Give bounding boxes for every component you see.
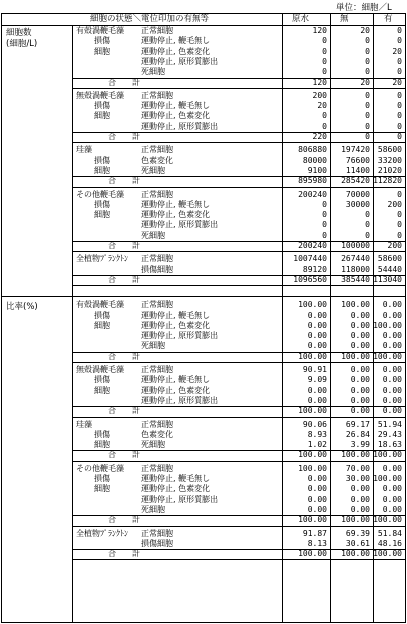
table-row [2,341,405,351]
total-row [2,549,405,559]
value-without: 197420 [341,145,370,155]
status-label: 運動停止, 鞭毛無し [141,310,211,320]
value-source: 0.00 [307,320,327,330]
value-with: 51.84 [377,528,402,538]
value-without: 0.00 [350,365,370,374]
status-label: 死細胞 [141,440,165,450]
status-label: 損傷細胞 [141,264,173,274]
status-label: 運動停止, 色素変化 [141,385,211,395]
value-source: 100.00 [298,463,327,473]
value-with: 0.00 [382,375,402,385]
group-label: 損傷 [94,375,110,385]
value-with: 0.00 [382,463,402,473]
value-source: 0 [322,230,327,240]
table-row [2,166,405,176]
value-source: 1.02 [307,440,327,450]
value-without: 100.00 [341,351,370,361]
value-without: 0 [365,210,370,220]
value-with: 0 [397,210,402,220]
total-label: 合 計 [108,176,140,186]
table-row [2,386,405,396]
group-rule [72,187,405,188]
value-with: 0.00 [382,300,402,310]
total-label: 合 計 [108,77,140,87]
value-source: 0 [322,46,327,56]
table-row [2,440,405,450]
value-with: 51.94 [377,419,402,429]
status-label: 運動停止, 原形質膨出 [141,395,219,405]
value-without: 267440 [341,254,370,264]
value-with: 112820 [373,176,402,186]
value-with: 100.00 [373,351,402,361]
group-label: 損傷 [94,155,110,165]
value-source: 220 [312,132,327,141]
value-with: 200 [387,241,402,250]
value-source: 0 [322,111,327,121]
value-with: 0 [397,67,402,77]
value-without: 30.61 [345,538,370,548]
value-without: 0.00 [350,395,370,405]
value-with: 0 [397,132,402,141]
value-with: 0 [397,189,402,199]
table-row [2,145,405,155]
value-source: 1096560 [293,274,327,284]
value-without: 0.00 [350,406,370,416]
group-label: 損傷 [94,199,110,209]
table-row [2,311,405,321]
header-col-source: 原水 [292,14,310,24]
value-source: 200240 [298,241,327,250]
value-with: 100.00 [373,515,402,525]
table-row [2,265,405,275]
value-without: 0 [365,46,370,56]
group-label: 全植物ﾌﾟﾗﾝｸﾄﾝ [76,254,128,264]
value-without: 70.00 [345,463,370,473]
group-label: その他鞭毛藻 [76,189,124,199]
group-label: 有殻渦鞭毛藻 [76,300,124,310]
value-with: 0 [397,230,402,240]
value-source: 0.00 [307,341,327,351]
value-with: 20 [392,46,402,56]
group-label: 損傷 [94,36,110,46]
value-without: 100.00 [341,515,370,525]
status-label: 運動停止, 原形質膨出 [141,220,219,230]
value-source: 20 [317,101,327,111]
value-without: 118000 [341,264,370,274]
table-row [2,36,405,46]
table-row [2,375,405,385]
unit-label: 単位：細胞／L [336,3,392,13]
value-source: 100.00 [298,351,327,361]
status-label: 正常細胞 [141,189,173,199]
total-label: 合 計 [108,241,140,250]
total-label: 合 計 [108,515,140,525]
group-rule [72,251,405,252]
value-with: 20 [392,77,402,87]
status-label: 色素変化 [141,155,173,165]
value-without: 26.84 [345,429,370,439]
total-row [2,132,405,142]
status-label: 運動停止, 原形質膨出 [141,121,219,131]
value-without: 0 [365,121,370,131]
total-row [2,450,405,460]
value-without: 0.00 [350,494,370,504]
value-source: 90.91 [302,365,327,374]
value-without: 0 [365,90,370,100]
value-with: 0.00 [382,331,402,341]
group-label: 無殻渦鞭毛藻 [76,365,124,374]
value-source: 0 [322,199,327,209]
group-rule [72,559,405,560]
value-without: 0 [365,220,370,230]
value-with: 0.00 [382,484,402,494]
status-label: 運動停止, 原形質膨出 [141,494,219,504]
status-label: 運動停止, 鞭毛無し [141,375,211,385]
status-label: 正常細胞 [141,145,173,155]
table-row [2,321,405,331]
total-rule [72,515,405,516]
value-without: 11400 [345,165,370,175]
group-label: 細胞 [94,46,110,56]
total-label: 合 計 [108,406,140,416]
value-source: 0.00 [307,494,327,504]
value-source: 0.00 [307,310,327,320]
status-label: 死細胞 [141,67,165,77]
value-source: 100.00 [298,515,327,525]
group-label: 細胞 [94,440,110,450]
group-label: 珪藻 [76,419,92,429]
total-rule [72,132,405,133]
table-row [2,529,405,539]
value-with: 200 [387,199,402,209]
table-row [2,122,405,132]
group-rule [72,88,405,89]
value-source: 120 [312,26,327,35]
value-source: 120 [312,77,327,87]
value-without: 69.17 [345,419,370,429]
table-row [2,67,405,77]
value-with: 58600 [377,145,402,155]
value-with: 0.00 [382,365,402,374]
table-row [2,539,405,549]
group-label: 損傷 [94,101,110,111]
value-without: 0.00 [350,320,370,330]
total-row [2,176,405,186]
total-label: 合 計 [108,549,140,559]
status-label: 死細胞 [141,230,165,240]
value-with: 0.00 [382,494,402,504]
header-col-with: 有 [384,14,393,24]
table-row [2,331,405,341]
total-row [2,241,405,251]
value-with: 0.00 [382,385,402,395]
group-rule [72,142,405,143]
value-without: 0 [365,101,370,111]
header-col-without: 無 [340,14,349,24]
value-with: 0 [397,56,402,66]
table-row [2,300,405,310]
value-with: 0 [397,101,402,111]
value-without: 0.00 [350,504,370,514]
value-with: 54440 [377,264,402,274]
value-without: 0 [365,36,370,46]
status-label: 運動停止, 鞭毛無し [141,36,211,46]
status-label: 運動停止, 色素変化 [141,46,211,56]
total-rule [72,406,405,407]
status-label: 運動停止, 原形質膨出 [141,56,219,66]
group-rule [72,285,405,286]
status-label: 正常細胞 [141,463,173,473]
data-table [1,13,406,623]
value-source: 0 [322,36,327,46]
total-label: 合 計 [108,450,140,460]
value-source: 806880 [298,145,327,155]
status-label: 運動停止, 色素変化 [141,484,211,494]
value-source: 89120 [302,264,327,274]
value-without: 285420 [341,176,370,186]
value-without: 0.00 [350,341,370,351]
table-row [2,365,405,375]
value-with: 0 [397,26,402,35]
table-row [2,430,405,440]
value-source: 9.09 [307,375,327,385]
table-row [2,91,405,101]
total-label: 合 計 [108,351,140,361]
status-label: 正常細胞 [141,300,173,310]
value-source: 0.00 [307,474,327,483]
value-with: 100.00 [373,474,402,483]
total-label: 合 計 [108,274,140,284]
group-rule [72,526,405,527]
table-row [2,190,405,200]
group-label: 珪藻 [76,145,92,155]
table-row [2,47,405,57]
value-source: 0 [322,121,327,131]
group-label: 全植物ﾌﾟﾗﾝｸﾄﾝ [76,528,128,538]
table-row [2,220,405,230]
value-with: 0 [397,90,402,100]
value-without: 0 [365,56,370,66]
value-source: 0 [322,220,327,230]
total-rule [72,275,405,276]
value-source: 100.00 [298,300,327,310]
total-row [2,406,405,416]
value-without: 30000 [345,199,370,209]
status-label: 運動停止, 色素変化 [141,210,211,220]
value-source: 0.00 [307,504,327,514]
group-label: 細胞 [94,210,110,220]
section-label: 比率(%) [6,302,38,313]
group-label: 損傷 [94,310,110,320]
value-source: 80000 [302,155,327,165]
value-with: 0.00 [382,406,402,416]
table-header [2,14,405,26]
total-row [2,78,405,88]
value-without: 100.00 [341,549,370,559]
group-label: その他鞭毛藻 [76,463,124,473]
status-label: 運動停止, 色素変化 [141,320,211,330]
value-source: 9100 [307,165,327,175]
total-label: 合 計 [108,132,140,141]
value-source: 895980 [298,176,327,186]
total-row [2,515,405,525]
table-row [2,156,405,166]
value-with: 58600 [377,254,402,264]
value-with: 0 [397,111,402,121]
total-rule [72,176,405,177]
status-label: 運動停止, 鞭毛無し [141,474,211,483]
status-label: 運動停止, 鞭毛無し [141,199,211,209]
value-with: 48.16 [377,538,402,548]
value-without: 69.39 [345,528,370,538]
table-row [2,474,405,484]
table-row [2,101,405,111]
value-source: 0 [322,67,327,77]
status-label: 死細胞 [141,165,165,175]
value-source: 0.00 [307,395,327,405]
status-label: 正常細胞 [141,365,173,374]
value-source: 1007440 [293,254,327,264]
status-label: 死細胞 [141,504,165,514]
status-label: 正常細胞 [141,419,173,429]
value-without: 100000 [341,241,370,250]
status-label: 色素変化 [141,429,173,439]
header-title: 細胞の状態＼電位印加の有無等 [90,14,210,24]
value-with: 100.00 [373,549,402,559]
table-row [2,505,405,515]
value-without: 20 [360,77,370,87]
table-row [2,484,405,494]
total-rule [72,450,405,451]
group-label: 細胞 [94,385,110,395]
value-source: 0 [322,56,327,66]
value-source: 8.13 [307,538,327,548]
value-without: 0 [365,111,370,121]
value-with: 29.43 [377,429,402,439]
value-without: 100.00 [341,300,370,310]
value-with: 0 [397,121,402,131]
value-source: 100.00 [298,450,327,460]
table-row [2,26,405,36]
value-source: 0 [322,210,327,220]
value-source: 0.00 [307,385,327,395]
value-without: 0.00 [350,484,370,494]
group-label: 細胞 [94,111,110,121]
value-source: 0.00 [307,331,327,341]
total-rule [72,352,405,353]
group-label: 損傷 [94,429,110,439]
status-label: 運動停止, 鞭毛無し [141,101,211,111]
value-without: 385440 [341,274,370,284]
table-row [2,210,405,220]
value-without: 70000 [345,189,370,199]
table-row [2,200,405,210]
section-rule [2,296,405,297]
group-label: 無殻渦鞭毛藻 [76,90,124,100]
table-row [2,111,405,121]
value-without: 0 [365,230,370,240]
value-source: 90.06 [302,419,327,429]
value-with: 113040 [373,274,402,284]
table-row [2,420,405,430]
value-without: 0 [365,67,370,77]
table-row [2,231,405,241]
value-source: 0.00 [307,484,327,494]
value-without: 100.00 [341,450,370,460]
total-rule [72,241,405,242]
status-label: 損傷細胞 [141,538,173,548]
table-row [2,254,405,264]
status-label: 正常細胞 [141,254,173,264]
value-with: 18.63 [377,440,402,450]
value-source: 100.00 [298,549,327,559]
section-label: 細胞数 (細胞/L) [6,28,38,49]
value-without: 0.00 [350,375,370,385]
status-label: 正常細胞 [141,26,173,35]
total-row [2,352,405,362]
value-source: 200240 [298,189,327,199]
total-row [2,275,405,285]
table-row [2,495,405,505]
total-rule [72,78,405,79]
group-label: 細胞 [94,165,110,175]
value-source: 8.93 [307,429,327,439]
status-label: 死細胞 [141,341,165,351]
group-label: 損傷 [94,474,110,483]
status-label: 運動停止, 色素変化 [141,111,211,121]
value-without: 0.00 [350,310,370,320]
value-with: 0.00 [382,395,402,405]
value-with: 0.00 [382,504,402,514]
value-without: 30.00 [345,474,370,483]
group-rule [72,461,405,462]
value-without: 76600 [345,155,370,165]
table-row [2,464,405,474]
value-source: 91.87 [302,528,327,538]
status-label: 運動停止, 原形質膨出 [141,331,219,341]
group-rule [72,362,405,363]
value-without: 0.00 [350,331,370,341]
value-with: 0 [397,36,402,46]
value-without: 20 [360,26,370,35]
group-label: 細胞 [94,320,110,330]
value-with: 100.00 [373,450,402,460]
value-with: 33200 [377,155,402,165]
value-without: 0 [365,132,370,141]
group-label: 有殻渦鞭毛藻 [76,26,124,35]
value-with: 0.00 [382,341,402,351]
group-label: 細胞 [94,484,110,494]
group-rule [72,417,405,418]
value-source: 200 [312,90,327,100]
value-source: 100.00 [298,406,327,416]
table-row [2,396,405,406]
value-without: 0.00 [350,385,370,395]
total-rule [72,549,405,550]
status-label: 正常細胞 [141,90,173,100]
value-with: 100.00 [373,320,402,330]
table-row [2,57,405,67]
value-with: 0.00 [382,310,402,320]
value-with: 0 [397,220,402,230]
value-with: 21020 [377,165,402,175]
status-label: 正常細胞 [141,528,173,538]
value-without: 3.99 [350,440,370,450]
